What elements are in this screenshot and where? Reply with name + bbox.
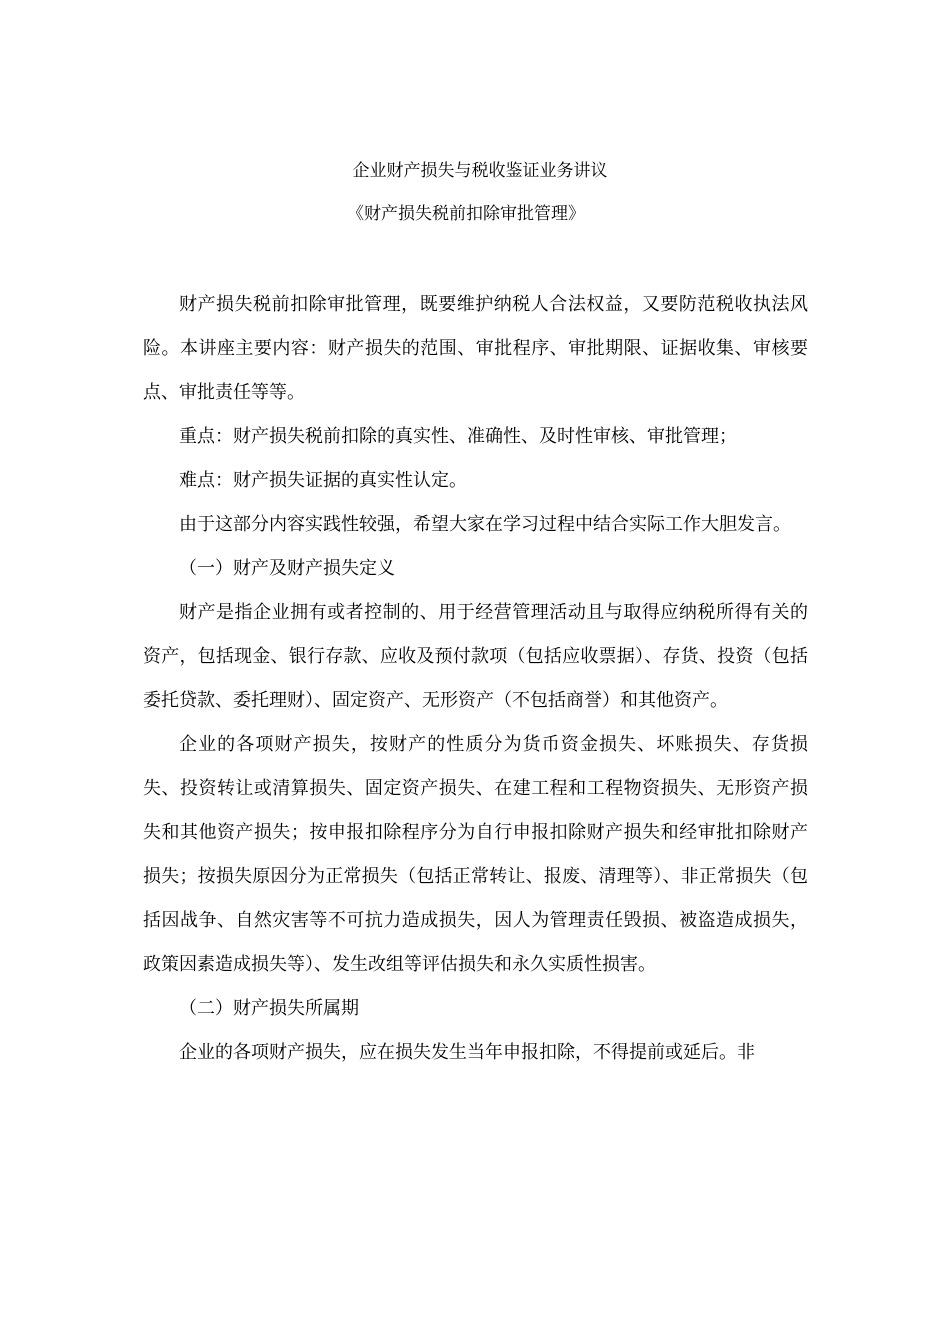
property-definition-paragraph: 财产是指企业拥有或者控制的、用于经营管理活动且与取得应纳税所得有关的资产，包括现金、银行存款、应收及预付款项（包括应收票据）、存货、投资（包括委托贷款、委托理财）、固定资产、无形资产（不包括商誉）和其他资产。: [143, 602, 808, 711]
section-2-heading: （二）财产损失所属期: [179, 998, 359, 1019]
document-body: [143, 283, 808, 1075]
practice-paragraph: 由于这部分内容实践性较强，希望大家在学习过程中结合实际工作大胆发言。: [179, 514, 791, 535]
difficulty-paragraph: 难点：财产损失证据的真实性认定。: [179, 470, 467, 491]
period-paragraph: 企业的各项财产损失，应在损失发生当年申报扣除，不得提前或延后。非: [179, 1042, 755, 1063]
section-1-heading: （一）财产及财产损失定义: [179, 558, 395, 579]
document-subtitle: 《财产损失税前扣除审批管理》: [347, 204, 585, 224]
loss-types-paragraph: 企业的各项财产损失，按财产的性质分为货币资金损失、坏账损失、存货损失、投资转让或清算损失、固定资产损失、在建工程和工程物资损失、无形资产损失和其他资产损失；按申报扣除程序分为自行申报扣除财产损失和经审批扣除财产损失；按损失原因分为正常损失（包括正常转让、报废、清理等）、非正常损失（包括因战争、自然灾害等不可抗力造成损失，因人为管理责任毁损、被盗造成损失，政策因素造成损失等）、发生改组等评估损失和永久实质性损害。: [143, 734, 808, 975]
key-point-paragraph: 重点：财产损失税前扣除的真实性、准确性、及时性审核、审批管理；: [179, 426, 737, 447]
document-title: 企业财产损失与税收鉴证业务讲议: [352, 161, 608, 181]
intro-paragraph: 财产损失税前扣除审批管理，既要维护纳税人合法权益，又要防范税收执法风险。本讲座主要内容：财产损失的范围、审批程序、审批期限、证据收集、审核要点、审批责任等等。: [143, 294, 808, 403]
